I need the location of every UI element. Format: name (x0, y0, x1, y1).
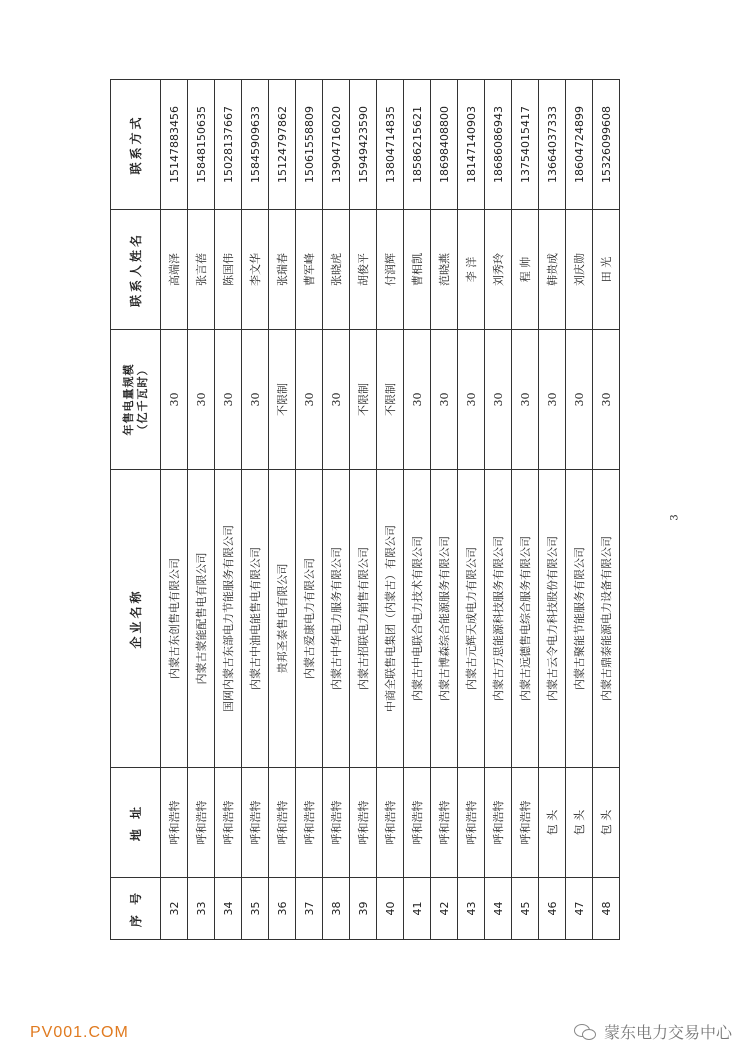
table-row (161, 80, 188, 940)
cell-contact-name: 高端泽 (161, 210, 188, 330)
cell-scale: 30 (323, 330, 350, 470)
wechat-icon (574, 1024, 596, 1040)
cell-company: 内蒙古东创售电有限公司 (161, 470, 188, 768)
cell-seq: 47 (566, 878, 593, 940)
cell-contact-name: 刘庆勋 (566, 210, 593, 330)
watermark-left: PV001.COM (30, 1024, 129, 1041)
watermark-right-text: 蒙东电力交易中心 (603, 1023, 732, 1042)
cell-contact-name: 付润辉 (377, 210, 404, 330)
cell-address: 呼和浩特 (512, 768, 539, 878)
cell-seq: 33 (188, 878, 215, 940)
cell-contact-name: 曹军峰 (296, 210, 323, 330)
watermark-right (574, 1020, 732, 1043)
cell-address: 包 头 (593, 768, 620, 878)
cell-scale: 30 (161, 330, 188, 470)
cell-contact-name: 张言蓓 (188, 210, 215, 330)
cell-contact-name: 田 光 (593, 210, 620, 330)
cell-scale: 30 (188, 330, 215, 470)
header-contact-name: 联系人姓名 (111, 210, 161, 330)
cell-phone: 15845909633 (242, 80, 269, 210)
header-phone: 联系方式 (111, 80, 161, 210)
table-row (485, 80, 512, 940)
cell-phone: 18586215621 (404, 80, 431, 210)
cell-phone: 13804714835 (377, 80, 404, 210)
table-row (512, 80, 539, 940)
table-header-row (111, 80, 161, 940)
cell-company: 内蒙古鼎泰能源电力设备有限公司 (593, 470, 620, 768)
cell-seq: 39 (350, 878, 377, 940)
header-address: 地 址 (111, 768, 161, 878)
cell-address: 呼和浩特 (215, 768, 242, 878)
cell-address: 包 头 (539, 768, 566, 878)
cell-seq: 40 (377, 878, 404, 940)
cell-scale: 不限制 (269, 330, 296, 470)
table-row (404, 80, 431, 940)
cell-contact-name: 韩贵成 (539, 210, 566, 330)
cell-address: 呼和浩特 (431, 768, 458, 878)
cell-address: 呼和浩特 (242, 768, 269, 878)
cell-scale: 30 (485, 330, 512, 470)
cell-phone: 13904716020 (323, 80, 350, 210)
cell-address: 呼和浩特 (377, 768, 404, 878)
cell-phone: 18698408800 (431, 80, 458, 210)
cell-scale: 不限制 (350, 330, 377, 470)
cell-address: 呼和浩特 (458, 768, 485, 878)
cell-contact-name: 张瑞春 (269, 210, 296, 330)
cell-company: 贵邦圣泰售电有限公司 (269, 470, 296, 768)
table-row (539, 80, 566, 940)
cell-seq: 34 (215, 878, 242, 940)
page-number: 3 (669, 514, 681, 521)
cell-phone: 15848150635 (188, 80, 215, 210)
cell-seq: 35 (242, 878, 269, 940)
header-scale-line1: 年售电量规模 (121, 363, 135, 436)
cell-seq: 42 (431, 878, 458, 940)
table-row (242, 80, 269, 940)
cell-company: 内蒙古中华电力服务有限公司 (323, 470, 350, 768)
cell-phone: 18147140903 (458, 80, 485, 210)
cell-scale: 30 (296, 330, 323, 470)
cell-phone: 18604724899 (566, 80, 593, 210)
table-row (431, 80, 458, 940)
cell-seq: 45 (512, 878, 539, 940)
cell-phone: 15147883456 (161, 80, 188, 210)
cell-seq: 37 (296, 878, 323, 940)
table-row (350, 80, 377, 940)
cell-phone: 13664037333 (539, 80, 566, 210)
rotated-page-content (110, 80, 620, 940)
cell-contact-name: 李文华 (242, 210, 269, 330)
cell-contact-name: 陈国伟 (215, 210, 242, 330)
cell-company: 内蒙古中油电能售电有限公司 (242, 470, 269, 768)
cell-phone: 13754015417 (512, 80, 539, 210)
cell-phone: 15949423590 (350, 80, 377, 210)
cell-seq: 43 (458, 878, 485, 940)
cell-contact-name: 曹相凯 (404, 210, 431, 330)
table-row (269, 80, 296, 940)
cell-seq: 48 (593, 878, 620, 940)
table-row (458, 80, 485, 940)
cell-company: 内蒙古云令电力科技股份有限公司 (539, 470, 566, 768)
cell-address: 呼和浩特 (188, 768, 215, 878)
cell-address: 包 头 (566, 768, 593, 878)
cell-company: 内蒙古中电联合电力技术有限公司 (404, 470, 431, 768)
sales-company-table (110, 79, 620, 940)
cell-address: 呼和浩特 (485, 768, 512, 878)
cell-scale: 30 (458, 330, 485, 470)
cell-company: 内蒙古聚能节能服务有限公司 (566, 470, 593, 768)
cell-address: 呼和浩特 (269, 768, 296, 878)
table-row (566, 80, 593, 940)
cell-phone: 15061558809 (296, 80, 323, 210)
cell-scale: 30 (512, 330, 539, 470)
cell-address: 呼和浩特 (161, 768, 188, 878)
cell-address: 呼和浩特 (350, 768, 377, 878)
cell-scale: 30 (539, 330, 566, 470)
header-scale-line2: （亿千瓦时） (135, 363, 149, 436)
cell-company: 内蒙古远德售电综合服务有限公司 (512, 470, 539, 768)
cell-contact-name: 程 帅 (512, 210, 539, 330)
header-scale (111, 330, 161, 470)
table-row (323, 80, 350, 940)
cell-company: 国网内蒙古东部电力节能服务有限公司 (215, 470, 242, 768)
cell-seq: 44 (485, 878, 512, 940)
table-row (188, 80, 215, 940)
cell-company: 内蒙古万思能源科技服务有限公司 (485, 470, 512, 768)
cell-scale: 30 (566, 330, 593, 470)
table-row (377, 80, 404, 940)
cell-contact-name: 刘秀玲 (485, 210, 512, 330)
cell-address: 呼和浩特 (323, 768, 350, 878)
cell-address: 呼和浩特 (404, 768, 431, 878)
cell-phone: 15124797862 (269, 80, 296, 210)
cell-contact-name: 胡俊平 (350, 210, 377, 330)
cell-seq: 46 (539, 878, 566, 940)
cell-seq: 36 (269, 878, 296, 940)
cell-contact-name: 李 洋 (458, 210, 485, 330)
cell-company: 内蒙古蒙能配售电有限公司 (188, 470, 215, 768)
cell-address: 呼和浩特 (296, 768, 323, 878)
cell-scale: 30 (404, 330, 431, 470)
cell-seq: 32 (161, 878, 188, 940)
cell-seq: 41 (404, 878, 431, 940)
cell-seq: 38 (323, 878, 350, 940)
cell-company: 内蒙古元辉天成电力有限公司 (458, 470, 485, 768)
cell-scale: 30 (431, 330, 458, 470)
cell-company: 中商全联售电集团（内蒙古）有限公司 (377, 470, 404, 768)
header-seq: 序 号 (111, 878, 161, 940)
header-company: 企业名称 (111, 470, 161, 768)
cell-phone: 18686086943 (485, 80, 512, 210)
cell-company: 内蒙古招联电力销售有限公司 (350, 470, 377, 768)
table-row (593, 80, 620, 940)
cell-phone: 15326099608 (593, 80, 620, 210)
cell-scale: 30 (215, 330, 242, 470)
cell-scale: 30 (242, 330, 269, 470)
cell-scale: 不限制 (377, 330, 404, 470)
table-row (215, 80, 242, 940)
cell-scale: 30 (593, 330, 620, 470)
cell-contact-name: 张晓虎 (323, 210, 350, 330)
table-row (296, 80, 323, 940)
cell-company: 内蒙古爱康电力有限公司 (296, 470, 323, 768)
cell-contact-name: 范晓燕 (431, 210, 458, 330)
cell-company: 内蒙古博森综合能源服务有限公司 (431, 470, 458, 768)
cell-phone: 15028137667 (215, 80, 242, 210)
